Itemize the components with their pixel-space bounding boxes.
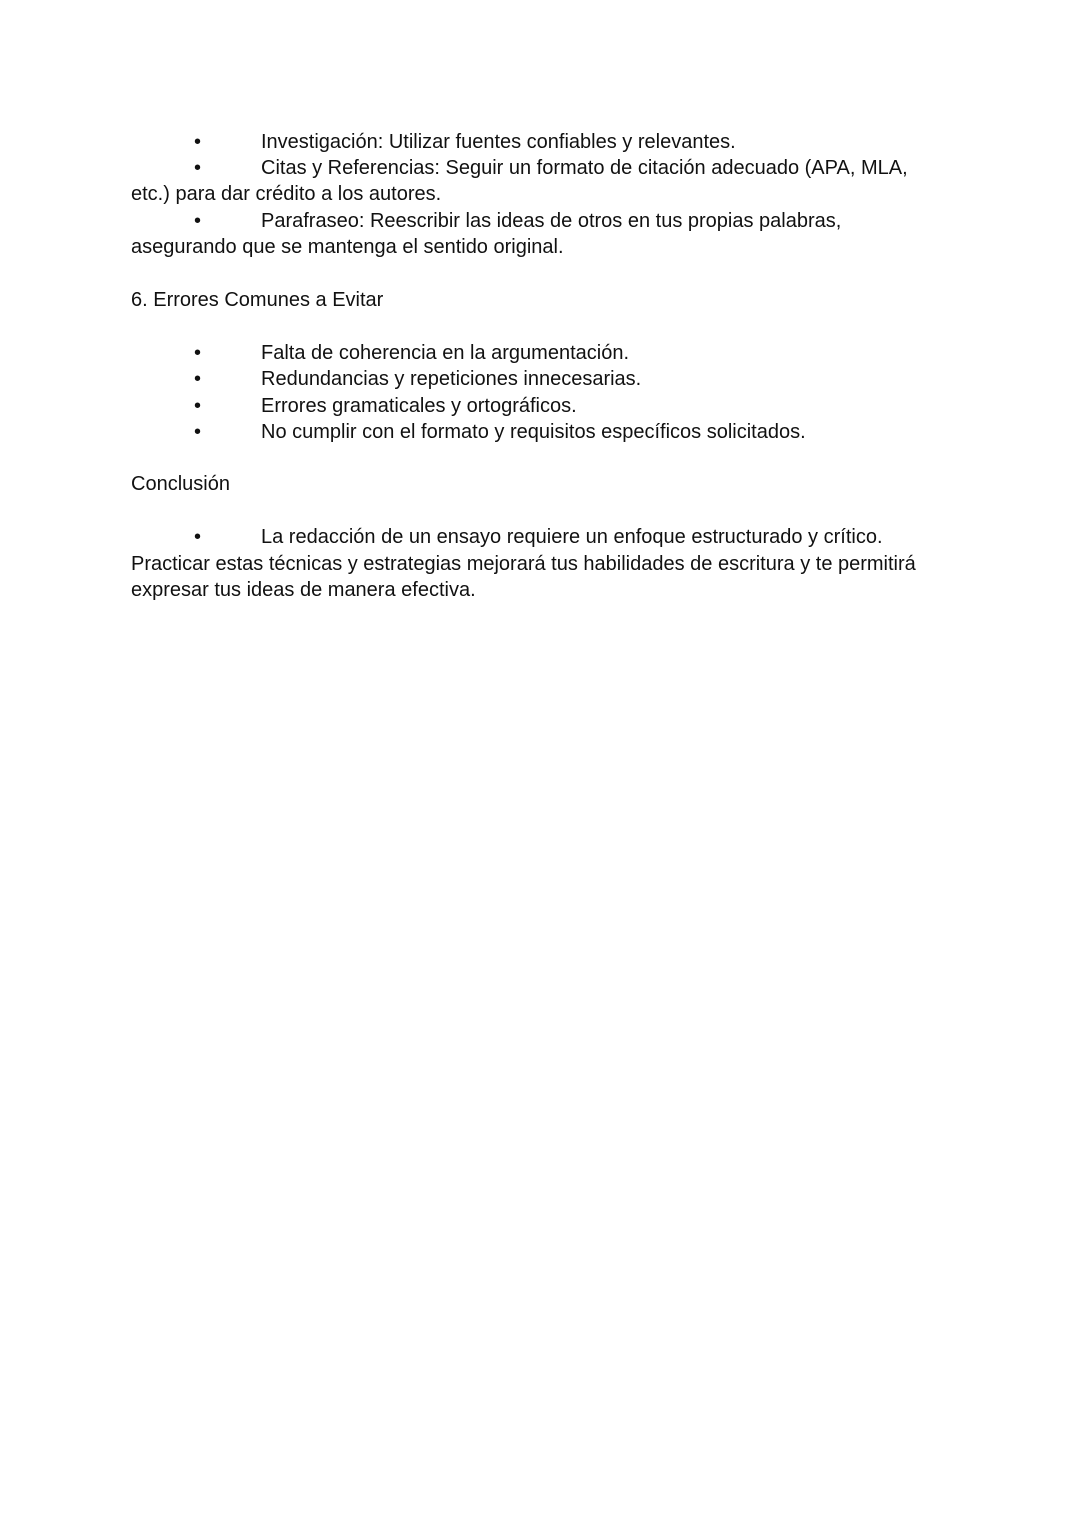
section-heading: Conclusión xyxy=(131,473,230,495)
bullet-icon: • xyxy=(194,131,202,153)
bullet-icon: • xyxy=(194,210,202,232)
list-item-continuation: etc.) para dar crédito a los autores. xyxy=(131,183,442,205)
bullet-icon: • xyxy=(194,526,202,548)
bullet-icon: • xyxy=(194,342,202,364)
bullet-icon: • xyxy=(194,421,202,443)
list-item-continuation: expresar tus ideas de manera efectiva. xyxy=(131,579,476,601)
bullet-icon: • xyxy=(194,368,202,390)
list-item-continuation: asegurando que se mantenga el sentido original. xyxy=(131,236,564,258)
bullet-icon: • xyxy=(194,157,202,179)
bullet-icon: • xyxy=(194,395,202,417)
list-item-text: Falta de coherencia en la argumentación. xyxy=(261,342,630,364)
list-item-text: La redacción de un ensayo requiere un enfoque estructurado y crítico. xyxy=(261,526,883,548)
list-item-text: Redundancias y repeticiones innecesarias. xyxy=(261,368,642,390)
list-item-text: No cumplir con el formato y requisitos específicos solicitados. xyxy=(261,421,806,443)
list-item-text: Parafraseo: Reescribir las ideas de otros en tus propias palabras, xyxy=(261,210,842,232)
section-heading: 6. Errores Comunes a Evitar xyxy=(131,289,384,311)
list-item-text: Citas y Referencias: Seguir un formato de citación adecuado (APA, MLA, xyxy=(261,157,908,179)
list-item-continuation: Practicar estas técnicas y estrategias mejorará tus habilidades de escritura y te permitirá xyxy=(131,553,916,575)
list-item-text: Errores gramaticales y ortográficos. xyxy=(261,395,577,417)
list-item-text: Investigación: Utilizar fuentes confiables y relevantes. xyxy=(261,131,736,153)
